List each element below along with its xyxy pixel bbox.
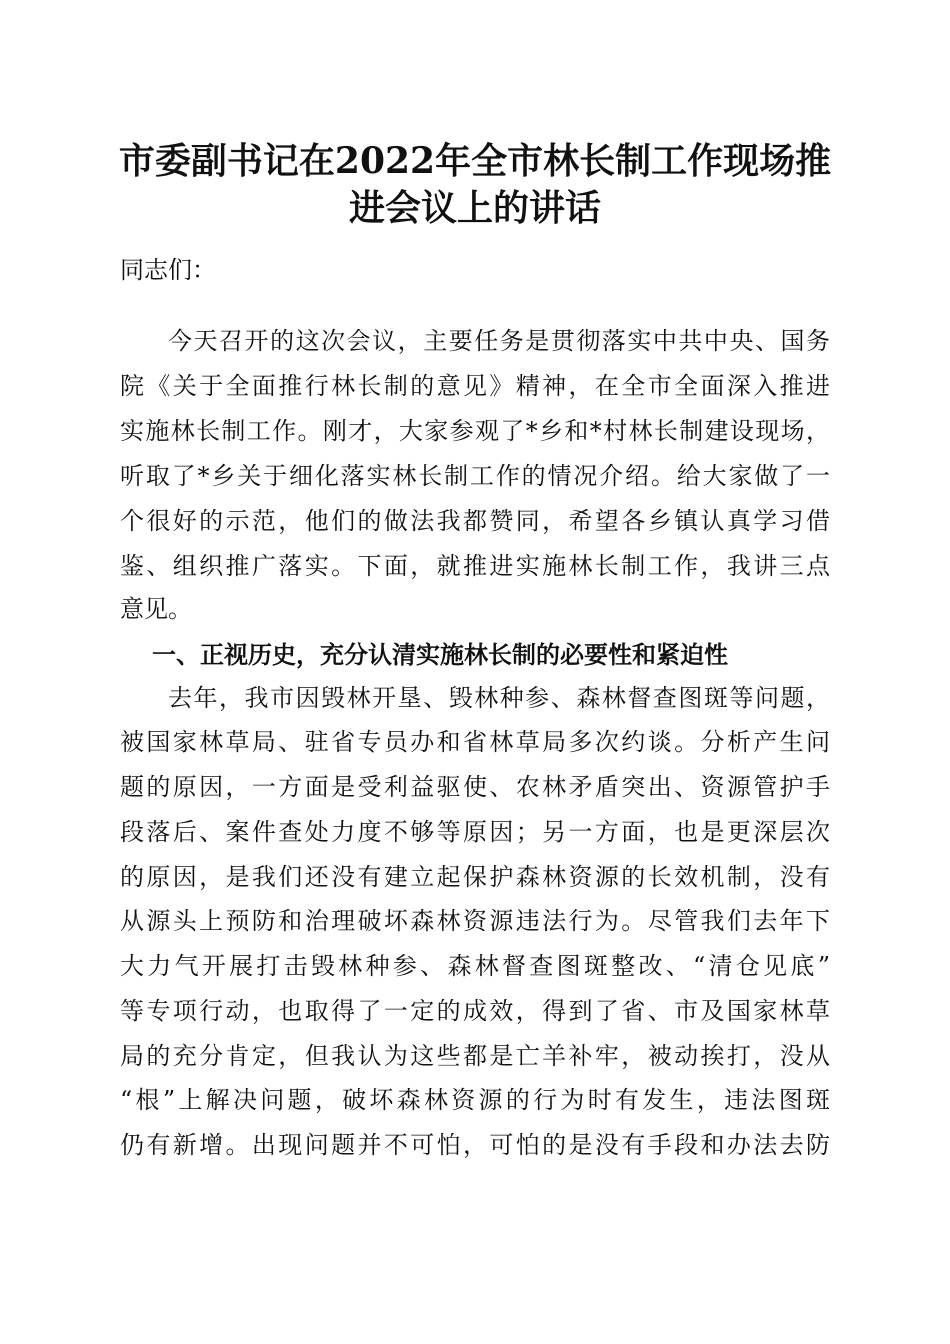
- paragraph-1-line: 院《关于全面推行林长制的意见》精神，在全市全面深入推进: [120, 372, 830, 400]
- paragraph-1-line: 听取了*乡关于细化落实林长制工作的情况介绍。给大家做了一: [120, 462, 830, 490]
- document-title-line-1: 市委副书记在2022年全市林长制工作现场推: [118, 140, 832, 182]
- paragraph-1-line: 意见。: [120, 595, 192, 623]
- paragraph-1-line: 实施林长制工作。刚才，大家参观了*乡和*村林长制建设现场，: [120, 417, 830, 445]
- document-title-line-2: 进会议上的讲话: [348, 187, 601, 229]
- paragraph-2-line: 题的原因，一方面是受利益驱使、农林矛盾突出、资源管护手: [120, 773, 830, 801]
- paragraph-2-line: 段落后、案件查处力度不够等原因；另一方面，也是更深层次: [120, 818, 830, 846]
- paragraph-2-line: 等专项行动，也取得了一定的成效，得到了省、市及国家林草: [120, 997, 830, 1025]
- paragraph-1-line: 鉴、组织推广落实。下面，就推进实施林长制工作，我讲三点: [120, 552, 830, 580]
- paragraph-2-line: 从源头上预防和治理破坏森林资源违法行为。尽管我们去年下: [120, 907, 830, 935]
- paragraph-1-line: 今天召开的这次会议，主要任务是贯彻落实中共中央、国务: [168, 327, 830, 355]
- salutation: 同志们：: [120, 256, 216, 284]
- paragraph-2-line: 去年，我市因毁林开垦、毁林种参、森林督查图斑等问题，: [168, 684, 830, 712]
- paragraph-2-line: 大力气开展打击毁林种参、森林督查图斑整改、“清仓见底”: [120, 952, 830, 980]
- paragraph-2-line: 被国家林草局、驻省专员办和省林草局多次约谈。分析产生问: [120, 728, 830, 756]
- paragraph-2-line: 局的充分肯定，但我认为这些都是亡羊补牢，被动挨打，没从: [120, 1042, 830, 1070]
- paragraph-1-line: 个很好的示范，他们的做法我都赞同，希望各乡镇认真学习借: [120, 507, 830, 535]
- paragraph-2-line: “根”上解决问题，破坏森林资源的行为时有发生，违法图斑: [120, 1086, 830, 1114]
- paragraph-2-line: 的原因，是我们还没有建立起保护森林资源的长效机制，没有: [120, 863, 830, 891]
- section-1-heading: 一、正视历史，充分认清实施林长制的必要性和紧迫性: [152, 641, 728, 669]
- paragraph-2-line: 仍有新增。出现问题并不可怕，可怕的是没有手段和办法去防: [120, 1131, 830, 1159]
